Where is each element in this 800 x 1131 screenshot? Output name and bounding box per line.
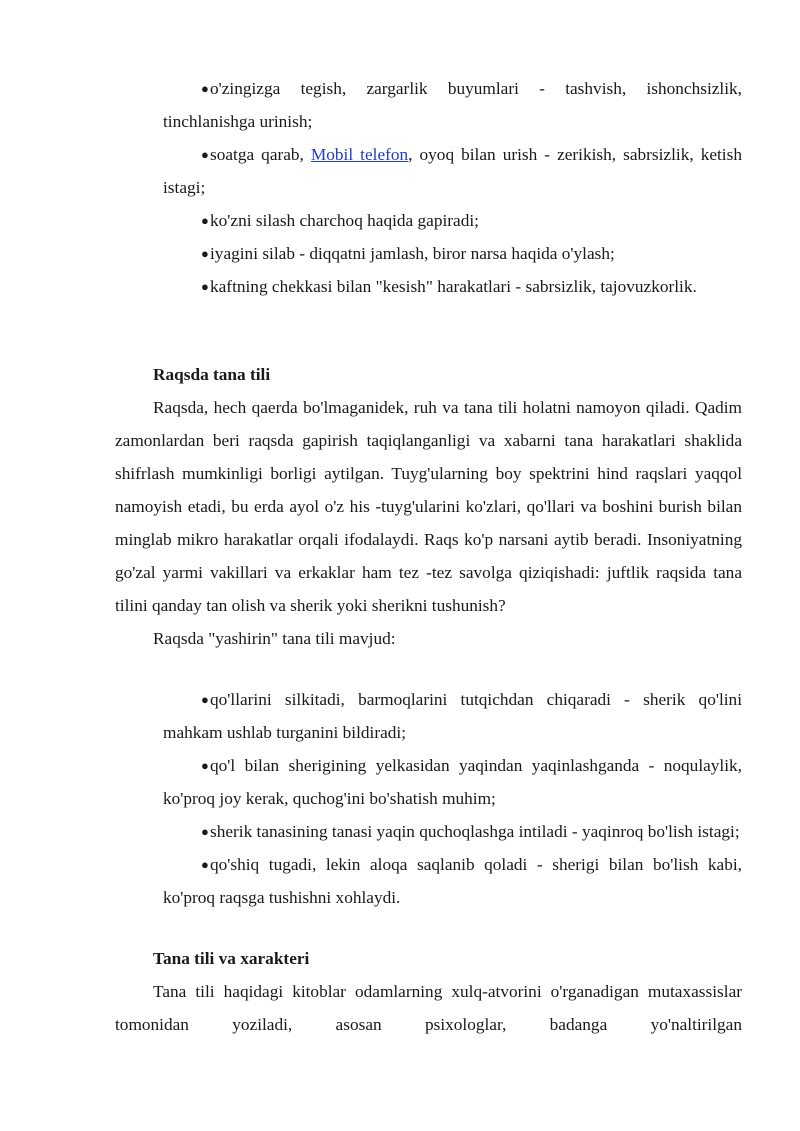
list-item: ●iyagini silab - diqqatni jamlash, biror narsa haqida o'ylash; [115,237,742,270]
section-dance [115,358,742,655]
paragraph-intro: Raqsda "yashirin" tana tili mavjud: [153,629,396,648]
list-item: ●o'zingizga tegish, zargarlik buyumlari - tashvish, ishonchsizlik, tinchlanishga urinish; [115,72,742,138]
section-heading: Raqsda tana tili [153,365,271,384]
bullet-icon: ● [201,213,209,228]
bullet-icon: ● [201,824,209,839]
section-character [115,942,742,1041]
bullet-icon: ● [201,279,209,294]
bullet-icon: ● [201,857,209,872]
bullet-icon: ● [201,246,209,261]
list-item: ●soatga qarab, Mobil telefon, oyoq bilan urish - zerikish, sabrsizlik, ketish istagi; [115,138,742,204]
bullet-icon: ● [201,758,209,773]
bullet-list-dance [115,683,742,914]
list-item: ●qo'llarini silkitadi, barmoqlarini tutqichdan chiqaradi - sherik qo'lini mahkam ushlab turganini bildiradi; [115,683,742,749]
section-heading: Tana tili va xarakteri [153,949,310,968]
mobil-telefon-link[interactable]: Mobil telefon [310,145,409,164]
bullet-icon: ● [201,147,209,162]
list-item: ●sherik tanasining tanasi yaqin quchoqlashga intiladi - yaqinroq bo'lish istagi; [115,815,742,848]
bullet-icon: ● [201,81,209,96]
bullet-icon: ● [201,692,209,707]
list-item: ●qo'l bilan sherigining yelkasidan yaqindan yaqinlashganda - noqulaylik, ko'proq joy kerak, quchog'ini bo'shatish muhim; [115,749,742,815]
list-item: ●ko'zni silash charchoq haqida gapiradi; [115,204,742,237]
paragraph: Tana tili haqidagi kitoblar odamlarning xulq-atvorini o'rganadigan mutaxassislar tomonidan yoziladi, asosan psixologlar, badanga yo'naltirilgan [115,982,742,1034]
paragraph: Raqsda, hech qaerda bo'lmaganidek, ruh va tana tili holatni namoyon qiladi. Qadim zamonlardan beri raqsda gapirish taqiqlanganligi va xabarni tana harakatlari shaklida shifrlash mumkinligi borligi aytilgan. Tuyg'ularning boy spektrini hind raqslari yaqqol namoyish etadi, bu erda ayol o'z his -tuyg'ularini ko'zlari, qo'llari va boshini burish bilan minglab mikro harakatlar orqali ifodalaydi. Raqs ko'p narsani aytib beradi. Insoniyatning go'zal yarmi vakillari va erkaklar ham tez -tez savolga qiziqishadi: juftlik raqsida tana tilini qanday tan olish va sherik yoki sherikni tushunish? [115,398,742,615]
list-item: ●kaftning chekkasi bilan "kesish" harakatlari - sabrsizlik, tajovuzkorlik. [115,270,742,303]
bullet-list-top [115,72,742,303]
list-item: ●qo'shiq tugadi, lekin aloqa saqlanib qoladi - sherigi bilan bo'lish kabi, ko'proq raqsga tushishni xohlaydi. [115,848,742,914]
